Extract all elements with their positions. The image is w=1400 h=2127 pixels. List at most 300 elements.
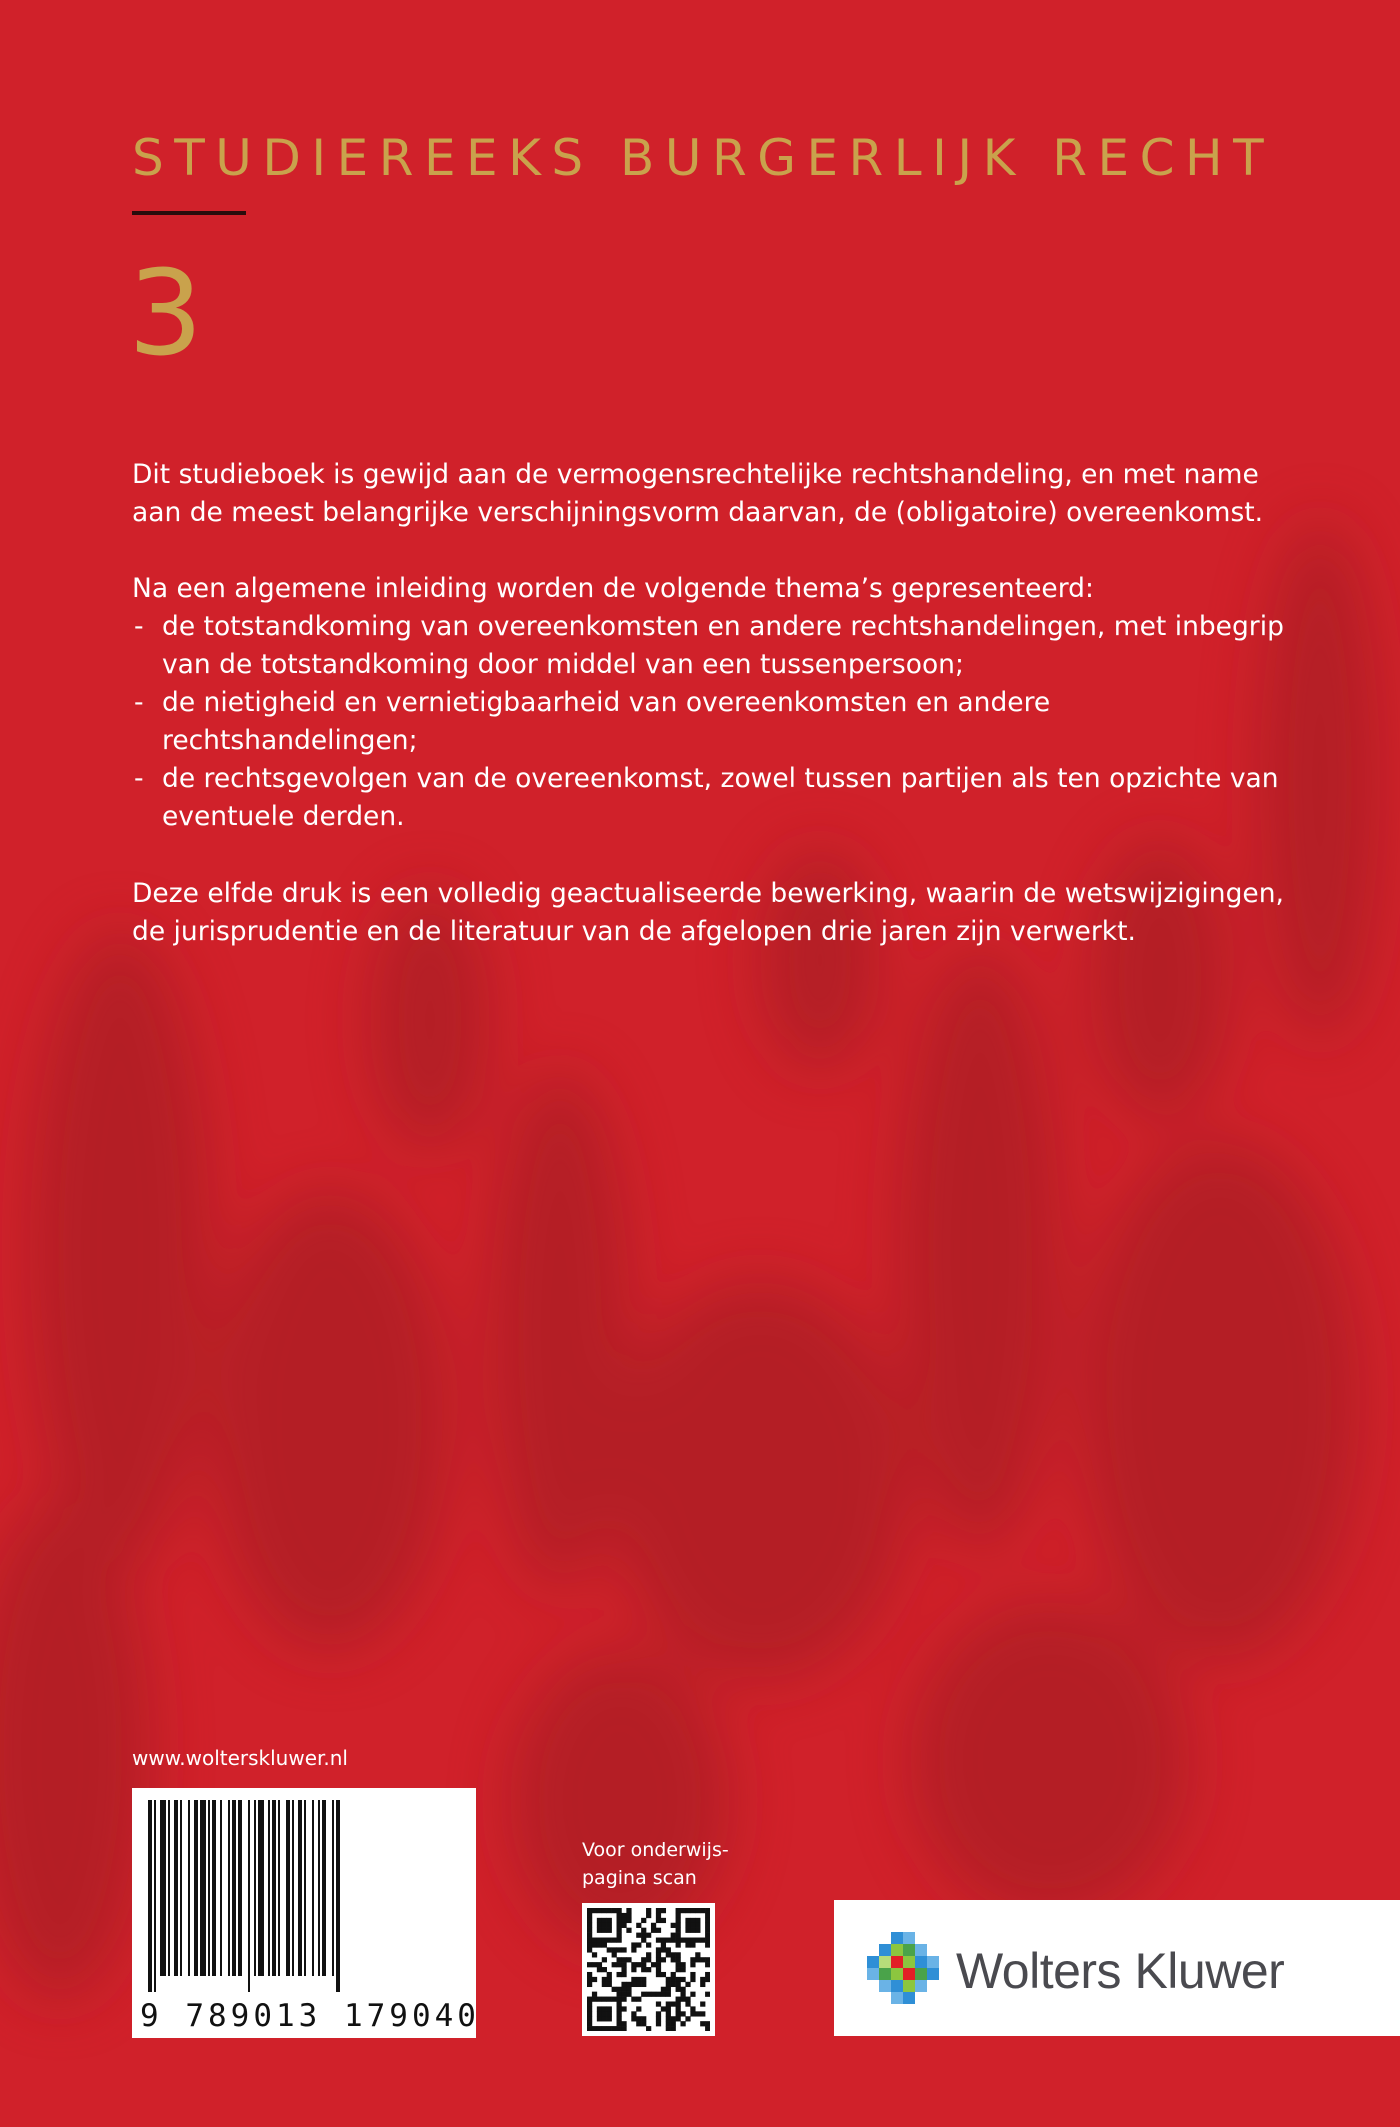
qr-module [641,1967,646,1972]
qr-module [680,2021,685,2026]
qr-module [671,1952,676,1957]
qr-module [587,1947,592,1952]
qr-module [607,1918,612,1923]
qr-module [602,1918,607,1923]
qr-module [685,1928,690,1933]
qr-module [700,1908,705,1913]
qr-module [656,1962,661,1967]
qr-module [621,1923,626,1928]
qr-module [631,1967,636,1972]
qr-module [587,1923,592,1928]
qr-module [617,1987,622,1992]
qr-module [621,1972,626,1977]
qr-module [676,1977,681,1982]
barcode-bar [232,1800,236,1976]
qr-module [626,1982,631,1987]
volume-number: 3 [128,244,204,382]
qr-module [602,1938,607,1943]
qr-module [690,1923,695,1928]
qr-module [690,1962,695,1967]
qr-code-icon [587,1908,710,2031]
qr-module [612,1938,617,1943]
qr-module [656,1957,661,1962]
scan-label [582,1836,762,1892]
qr-module [680,2011,685,2016]
qr-module [612,2026,617,2031]
qr-module [680,1992,685,1997]
qr-module [666,1938,671,1943]
qr-module [705,2021,710,2026]
qr-module [617,2026,622,2031]
qr-module [666,1952,671,1957]
qr-module [631,2016,636,2021]
qr-module [626,1987,631,1992]
qr-module [656,2011,661,2016]
qr-module [607,1923,612,1928]
qr-module [587,1962,592,1967]
qr-module [636,1923,641,1928]
qr-module [626,1913,631,1918]
barcode-bar [228,1800,230,1976]
publisher-website: www.wolterskluwer.nl [132,1746,348,1770]
qr-module [671,2026,676,2031]
qr-module [621,1967,626,1972]
qr-module [636,1962,641,1967]
qr-module [617,2006,622,2011]
barcode-bar [312,1800,314,1976]
barcode-bar [200,1800,206,1976]
qr-module [646,1957,651,1962]
barcode-bar [180,1800,182,1976]
qr-module [631,1997,636,2002]
qr-module [671,2001,676,2006]
qr-module [621,1987,626,1992]
qr-module [666,2011,671,2016]
qr-module [641,1957,646,1962]
qr-module [651,1992,656,1997]
qr-module [656,2016,661,2021]
qr-module [695,1952,700,1957]
qr-module [607,1928,612,1933]
themes-list [132,608,1292,836]
qr-module [671,1933,676,1938]
qr-module [676,1933,681,1938]
barcode-bar [336,1800,340,1992]
barcode-bar [292,1800,294,1976]
qr-module [705,1972,710,1977]
qr-module [607,2011,612,2016]
theme-text: de rechtsgevolgen van de overeenkomst, zowel tussen partijen als ten opzichte van eventuele derden. [162,763,1279,832]
qr-module [656,1992,661,1997]
qr-module [685,1942,690,1947]
qr-module [626,1957,631,1962]
qr-module [631,1982,636,1987]
qr-module [695,1923,700,1928]
qr-module [597,2026,602,2031]
qr-module [676,1918,681,1923]
qr-module [676,1967,681,1972]
qr-module [617,2016,622,2021]
qr-module [671,1982,676,1987]
qr-module [705,1942,710,1947]
qr-module [661,1972,666,1977]
barcode-bar [286,1800,290,1976]
qr-module [597,1938,602,1943]
qr-module [607,1908,612,1913]
barcode-bar [298,1800,302,1976]
qr-module [676,1942,681,1947]
qr-module [626,1918,631,1923]
qr-module [646,1942,651,1947]
qr-module [666,2021,671,2026]
qr-module [705,1992,710,1997]
qr-module [651,1923,656,1928]
qr-module [700,2001,705,2006]
qr-module [621,2006,626,2011]
qr-module [661,1992,666,1997]
qr-module [621,1918,626,1923]
qr-module [617,1947,622,1952]
qr-module [700,1957,705,1962]
scan-label-line-2: pagina scan [582,1867,697,1889]
list-item: - de rechtsgevolgen van de overeenkomst, zowel tussen partijen als ten opzichte van eventuele derden. [134,763,1279,832]
theme-text: de totstandkoming van overeenkomsten en andere rechtshandelingen, met inbegrip van de totstandkoming door middel van een tussenpersoon; [162,611,1284,680]
barcode-bar [194,1800,198,1976]
qr-module [661,1918,666,1923]
qr-module [656,1938,661,1943]
barcode-bar [322,1800,326,1976]
qr-module [676,1982,681,1987]
barcode-bar [174,1800,178,1976]
qr-module [671,1972,676,1977]
qr-module [705,1957,710,1962]
barcode-bar [208,1800,210,1976]
qr-module [685,1938,690,1943]
qr-module [631,1977,636,1982]
qr-module [607,2006,612,2011]
qr-module [666,1947,671,1952]
blurb-paragraph-1-text: Dit studieboek is gewijd aan de vermogensrechtelijke rechtshandeling, en met name aan de meest belangrijke verschijningsvorm daarvan, de (obligatoire) overeenkomst. [132,459,1264,528]
qr-module [695,2011,700,2016]
wolters-kluwer-logo-icon [867,1932,939,2004]
barcode-bar [188,1800,190,1976]
qr-module [597,1962,602,1967]
theme-text: de nietigheid en vernietigbaarheid van overeenkomsten en andere rechtshandelingen; [162,687,1051,756]
qr-module [685,2001,690,2006]
qr-module [587,1928,592,1933]
qr-module [690,1928,695,1933]
qr-module [607,2016,612,2021]
qr-module [597,1997,602,2002]
qr-module [621,1982,626,1987]
qr-module [597,1942,602,1947]
qr-module [587,1982,592,1987]
qr-module [587,1908,592,1913]
qr-module [587,1933,592,1938]
qr-module [641,1928,646,1933]
qr-module [587,2016,592,2021]
qr-module [695,1928,700,1933]
qr-module [680,1997,685,2002]
blurb-paragraph-1 [132,456,1292,532]
qr-module [651,1928,656,1933]
qr-module [666,1992,671,1997]
title-divider [132,211,246,215]
qr-module [636,1997,641,2002]
qr-module [690,1918,695,1923]
barcode-bar [212,1800,216,1976]
qr-module [671,1923,676,1928]
barcode-bar [268,1800,270,1976]
qr-module [602,2006,607,2011]
qr-module [661,1987,666,1992]
qr-module [705,1918,710,1923]
qr-module [680,1962,685,1967]
qr-module [626,1928,631,1933]
list-item: - de totstandkoming van overeenkomsten en andere rechtshandelingen, met inbegrip van de totstandkoming door middel van een tussenpersoon; [134,611,1284,680]
qr-module [646,1967,651,1972]
qr-module [602,1923,607,1928]
qr-module [636,2021,641,2026]
qr-module [680,1938,685,1943]
qr-module [607,1938,612,1943]
qr-module [690,1972,695,1977]
barcode-bar [254,1800,256,1976]
qr-module [656,2001,661,2006]
qr-module [617,1992,622,1997]
qr-module [617,1928,622,1933]
qr-module [680,1977,685,1982]
qr-module [597,1923,602,1928]
qr-module [676,1957,681,1962]
qr-module [680,1908,685,1913]
qr-module [602,1928,607,1933]
qr-module [656,2021,661,2026]
qr-module [607,1997,612,2002]
qr-module [676,2011,681,2016]
qr-module [666,2016,671,2021]
qr-module [661,1947,666,1952]
qr-module [700,1977,705,1982]
qr-module [641,2021,646,2026]
barcode-bar [154,1800,156,1992]
qr-module [671,1977,676,1982]
barcode-bar [318,1800,320,1976]
qr-module [671,1957,676,1962]
qr-module [641,1918,646,1923]
blurb-themes-intro: Na een algemene inleiding worden de volgende thema’s gepresenteerd: [132,573,1094,604]
qr-module [651,1962,656,1967]
qr-module [587,1913,592,1918]
qr-module [607,1947,612,1952]
qr-module [641,1933,646,1938]
barcode-bar [304,1800,306,1976]
barcode-bar [332,1800,334,1976]
qr-module [617,2011,622,2016]
qr-module [690,1977,695,1982]
qr-module [695,1938,700,1943]
qr-module [612,1997,617,2002]
qr-module [641,1977,646,1982]
qr-module [656,1918,661,1923]
qr-module [621,1913,626,1918]
qr-module [656,1928,661,1933]
qr-module [671,2016,676,2021]
qr-module [587,1918,592,1923]
publisher-logo [834,1900,1400,2036]
qr-module [695,1957,700,1962]
qr-module [646,1952,651,1957]
qr-module [617,1962,622,1967]
qr-module [676,1923,681,1928]
qr-module [592,1908,597,1913]
qr-module [602,2011,607,2016]
qr-module [631,1947,636,1952]
qr-module [671,1938,676,1943]
qr-module [666,2026,671,2031]
qr-module [656,1952,661,1957]
qr-module [617,1972,622,1977]
qr-module [666,1982,671,1987]
qr-module [676,1913,681,1918]
qr-module [592,1938,597,1943]
qr-module [661,1957,666,1962]
qr-module [621,1947,626,1952]
qr-module [676,1908,681,1913]
qr-module [621,2026,626,2031]
qr-module [597,2011,602,2016]
qr-module [676,1928,681,1933]
qr-module [705,1908,710,1913]
qr-module [597,1918,602,1923]
qr-module [685,2016,690,2021]
qr-module [680,1967,685,1972]
qr-module [690,1992,695,1997]
qr-module [597,2006,602,2011]
qr-module [666,2001,671,2006]
qr-module [602,1982,607,1987]
barcode-bar [168,1800,170,1976]
qr-module [646,2026,651,2031]
qr-module [602,2026,607,2031]
qr-module [592,1977,597,1982]
qr-module [602,1977,607,1982]
qr-module [636,1982,641,1987]
qr-module [705,1913,710,1918]
qr-module [587,2001,592,2006]
qr-module [661,1942,666,1947]
qr-module [705,1928,710,1933]
qr-module [587,1938,592,1943]
qr-module [700,1938,705,1943]
qr-module [666,1987,671,1992]
qr-module [617,1933,622,1938]
qr-module [685,1918,690,1923]
qr-module [661,2006,666,2011]
qr-module [612,1947,617,1952]
qr-module [656,1913,661,1918]
qr-module [617,1913,622,1918]
qr-module [621,1957,626,1962]
qr-module [617,1918,622,1923]
qr-module [607,1982,612,1987]
qr-module [690,1938,695,1943]
qr-module [685,1908,690,1913]
qr-module [597,1908,602,1913]
qr-module [592,1942,597,1947]
barcode-icon [144,1800,464,1992]
qr-module [602,1997,607,2002]
qr-module [587,2011,592,2016]
qr-module [617,2001,622,2006]
qr-module [621,1997,626,2002]
qr-module [602,1908,607,1913]
qr-module [656,1972,661,1977]
qr-module [631,1962,636,1967]
qr-module [661,1908,666,1913]
qr-module [636,1977,641,1982]
qr-module [607,1977,612,1982]
qr-module [602,1957,607,1962]
qr-module [587,2026,592,2031]
qr-module [676,2001,681,2006]
qr-module [612,1952,617,1957]
barcode-bar [160,1800,166,1976]
qr-module [705,1933,710,1938]
qr-module [641,1962,646,1967]
list-item: - de nietigheid en vernietigbaarheid van overeenkomsten en andere rechtshandelingen; [134,687,1051,756]
qr-module [617,1908,622,1913]
scan-label-line-1: Voor onderwijs- [582,1839,729,1861]
qr-module [666,1977,671,1982]
qr-module [685,1923,690,1928]
qr-module [597,1967,602,1972]
qr-module [626,1908,631,1913]
qr-module [705,2026,710,2031]
barcode-bar [258,1800,264,1976]
barcode-bar [272,1800,276,1976]
qr-module [636,1933,641,1938]
qr-module [700,1982,705,1987]
qr-module [592,2026,597,2031]
qr-module [690,2011,695,2016]
qr-module [656,1947,661,1952]
qr-module [700,2021,705,2026]
qr-module [680,1987,685,1992]
qr-module [646,1933,651,1938]
qr-module [705,1923,710,1928]
qr-module [621,1992,626,1997]
qr-module [690,1908,695,1913]
qr-module [602,1942,607,1947]
qr-module [695,1908,700,1913]
qr-module [587,2006,592,2011]
qr-module [592,1992,597,1997]
blurb-paragraph-3 [132,875,1292,951]
blurb-themes [132,570,1292,836]
barcode-bar [248,1800,250,1992]
qr-module [602,1967,607,1972]
qr-module [607,1972,612,1977]
qr-module [685,1997,690,2002]
qr-module [612,1908,617,1913]
qr-module [626,1992,631,1997]
publisher-name: Wolters Kluwer [956,1943,1285,1999]
qr-module [646,1908,651,1913]
qr-module [607,2026,612,2031]
qr-module [631,2011,636,2016]
qr-module [617,1938,622,1943]
